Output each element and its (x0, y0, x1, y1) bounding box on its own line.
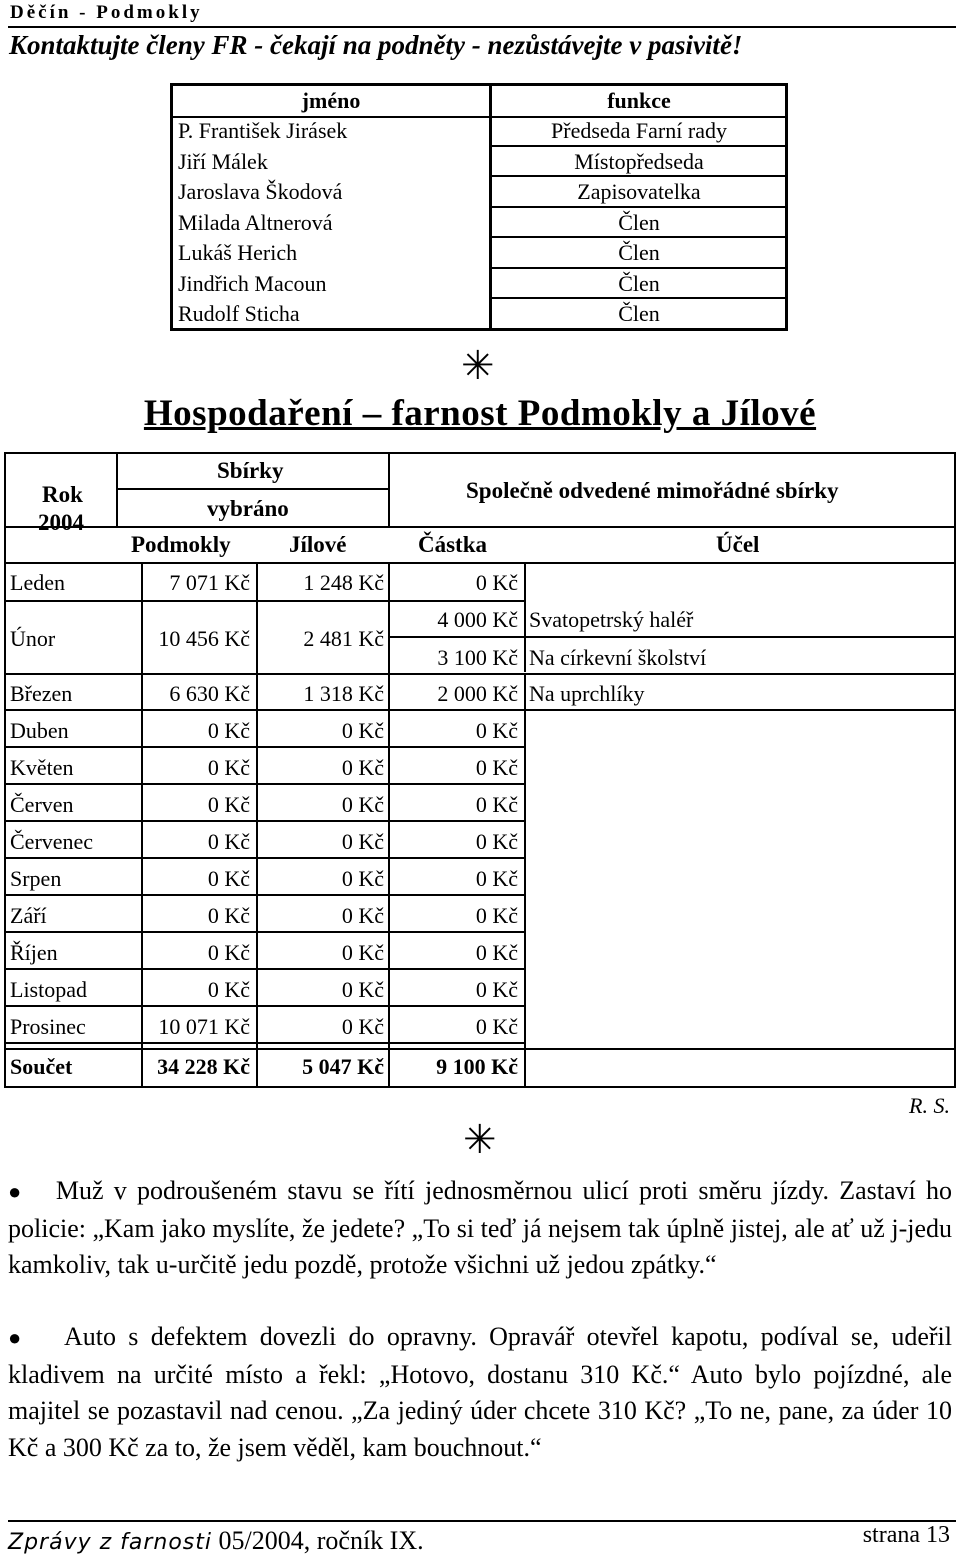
issue-info: 05/2004, ročník IX. (212, 1526, 424, 1555)
member-row (173, 177, 785, 208)
member-role: Předseda Farní rady (551, 118, 727, 143)
member-name: Milada Altnerová (178, 209, 333, 235)
purpose-value: Svatopetrský haléř (529, 607, 694, 632)
podmokly-value: 0 Kč (207, 755, 250, 780)
bullet-icon: ● (8, 1325, 28, 1350)
col-role-header: funkce (607, 88, 671, 113)
member-row (173, 116, 785, 147)
member-name: P. František Jirásek (178, 118, 348, 143)
members-header-row (173, 86, 785, 117)
jilove-value: 0 Kč (341, 1014, 384, 1039)
castka-value: 0 Kč (475, 977, 518, 1002)
footer-divider (8, 1520, 956, 1522)
month-label: Srpen (10, 866, 62, 891)
col-ucel: Účel (716, 532, 760, 557)
jilove-value: 0 Kč (341, 755, 384, 780)
member-role: Člen (618, 301, 660, 326)
total-castka: 9 100 Kč (436, 1054, 518, 1079)
author-signature: R. S. (909, 1093, 950, 1118)
podmokly-value: 6 630 Kč (169, 681, 250, 706)
month-label: Říjen (10, 940, 58, 965)
year-label: Rok (42, 482, 83, 507)
member-name: Lukáš Herich (178, 240, 298, 265)
jilove-value: 0 Kč (341, 866, 384, 891)
month-label: Leden (10, 570, 65, 595)
podmokly-value: 0 Kč (207, 977, 250, 1002)
member-row (173, 147, 785, 178)
col-name-header: jméno (301, 88, 361, 113)
special-collections-label: Společně odvedené mimořádné sbírky (466, 478, 839, 503)
jilove-value: 0 Kč (341, 792, 384, 817)
podmokly-value: 0 Kč (207, 829, 250, 854)
castka-value: 0 Kč (475, 903, 518, 928)
castka-value: 2 000 Kč (437, 681, 518, 706)
podmokly-value: 10 071 Kč (158, 1014, 250, 1039)
month-label: Březen (10, 681, 73, 706)
month-label: Duben (10, 718, 69, 743)
member-row (173, 299, 785, 330)
col-podmokly: Podmokly (131, 532, 231, 557)
member-row (173, 269, 785, 300)
jilove-value: 0 Kč (341, 718, 384, 743)
podmokly-value: 10 456 Kč (158, 626, 250, 651)
ornament-star-icon: ✳ (461, 343, 495, 388)
section-title: Hospodaření – farnost Podmokly a Jílové (143, 393, 817, 434)
headline: Kontaktujte členy FR - čekají na podněty - nezůstávejte v pasivitě! (9, 30, 743, 60)
members-table (170, 83, 788, 331)
castka-value: 0 Kč (475, 866, 518, 891)
jilove-value: 0 Kč (341, 940, 384, 965)
member-role: Zapisovatelka (577, 179, 701, 204)
month-label: Únor (10, 626, 56, 651)
member-name: Jindřich Macoun (178, 270, 327, 296)
month-label: Červenec (10, 829, 94, 854)
jilove-value: 0 Kč (341, 829, 384, 854)
publication-header: Děčín - Podmokly (10, 2, 203, 23)
castka-value: 0 Kč (475, 829, 518, 854)
podmokly-value: 0 Kč (207, 792, 250, 817)
purpose-value: Na uprchlíky (529, 681, 645, 706)
podmokly-value: 0 Kč (207, 718, 250, 743)
jilove-value: 0 Kč (341, 903, 384, 928)
castka-value: 4 000 Kč (437, 607, 518, 632)
vybrano-label: vybráno (207, 496, 289, 521)
sbirky-label: Sbírky (217, 458, 284, 483)
col-jilove: Jílové (289, 532, 347, 557)
jilove-value: 0 Kč (341, 977, 384, 1002)
castka-value: 0 Kč (475, 755, 518, 780)
podmokly-value: 0 Kč (207, 903, 250, 928)
member-name: Rudolf Sticha (178, 301, 300, 326)
podmokly-value: 0 Kč (207, 866, 250, 891)
jilove-value: 1 318 Kč (303, 681, 384, 706)
member-name: Jiří Málek (178, 148, 268, 174)
member-name: Jaroslava Škodová (178, 179, 343, 204)
header-divider (8, 26, 956, 28)
bullet-icon: ● (8, 1179, 26, 1204)
castka-value: 3 100 Kč (437, 645, 518, 670)
col-castka: Částka (418, 532, 488, 557)
member-role: Člen (618, 270, 660, 296)
castka-value: 0 Kč (475, 940, 518, 965)
month-label: Listopad (10, 977, 87, 1002)
publication-name: Zprávy z farnosti (8, 1530, 213, 1555)
joke-paragraph (8, 1173, 952, 1284)
purpose-value: Na církevní školství (529, 645, 707, 670)
footer-publication (8, 1526, 424, 1556)
jilove-value: 1 248 Kč (303, 570, 384, 595)
month-label: Červen (10, 792, 74, 817)
year-value: 2004 (38, 510, 84, 535)
member-role: Člen (618, 209, 660, 235)
castka-value: 0 Kč (475, 718, 518, 743)
month-label: Prosinec (10, 1014, 86, 1039)
total-jilove: 5 047 Kč (302, 1054, 384, 1079)
joke-paragraph (8, 1319, 952, 1466)
month-label: Září (10, 903, 47, 928)
ornament-star-icon: ✳ (463, 1117, 497, 1162)
member-role: Místopředseda (574, 148, 704, 174)
castka-value: 0 Kč (475, 792, 518, 817)
member-role: Člen (618, 240, 660, 265)
castka-value: 0 Kč (475, 1014, 518, 1039)
member-row (173, 238, 785, 269)
jilove-value: 2 481 Kč (303, 626, 384, 651)
total-podmokly: 34 228 Kč (157, 1054, 250, 1079)
castka-value: 0 Kč (475, 570, 518, 595)
page-number: strana 13 (862, 1522, 950, 1548)
joke-text: Muž v podroušeném stavu se řítí jednosměrnou ulicí proti směru jízdy. Zastaví ho policie: „Kam jako myslíte, že jedete? „To si teď já nejsem tak úplně jistej, ale ať už j-jedu kamkoliv, tak u-určitě jedu pozdě, protože všichni už jedou zpátky.“ (8, 1176, 953, 1279)
total-label: Součet (10, 1054, 73, 1079)
podmokly-value: 7 071 Kč (169, 570, 250, 595)
month-label: Květen (10, 755, 74, 780)
finance-table (4, 452, 956, 1088)
joke-text: Auto s defektem dovezli do opravny. Opravář otevřel kapotu, podíval se, udeřil kladivem na určité místo a řekl: „Hotovo, dostanu 310 Kč.“ Auto bylo pojízdné, ale majitel se pozastavil nad cenou. „Za jediný úder chcete 310 Kč? „To ne, pane, za úder 10 Kč a 300 Kč za to, že jsem věděl, kam bouchnout.“ (8, 1322, 953, 1462)
member-row (173, 208, 785, 239)
podmokly-value: 0 Kč (207, 940, 250, 965)
